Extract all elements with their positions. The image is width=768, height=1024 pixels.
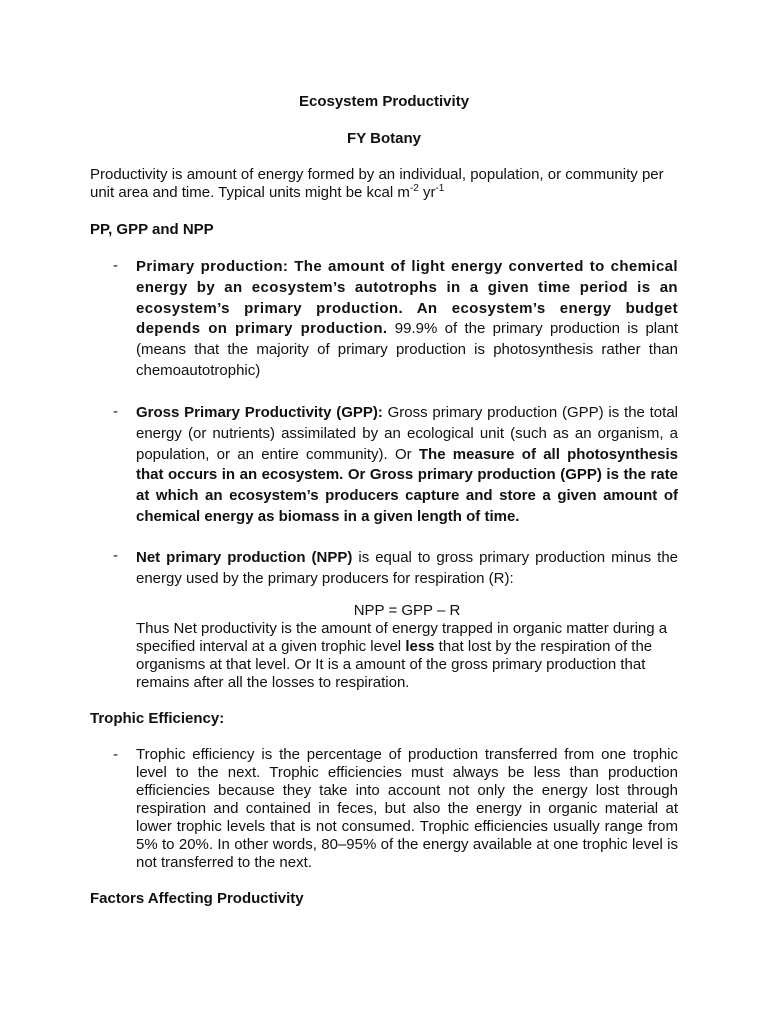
- bullet-dash: -: [113, 403, 118, 420]
- bullet-normal-text: Gross primary production (GPP) is the total energy (or nutrients) assimilated by an ecological unit (such as an organism, a population, or an entire community). Or: [136, 404, 678, 463]
- bullet-bold-text: Net primary production (NPP): [136, 549, 353, 566]
- npp-explanation: [136, 620, 678, 692]
- bullet-bold-text: Gross Primary Productivity (GPP):: [136, 404, 383, 421]
- npp-explanation-text-2: that lost by the respiration of the organisms at that level. Or It is a amount of the gross primary production that remains after all the losses to respiration.: [136, 638, 653, 691]
- intro-unit-yr: yr: [418, 184, 436, 201]
- bullet-dash: -: [113, 547, 118, 564]
- npp-explanation-bold: less: [405, 638, 435, 655]
- npp-explanation-text: Thus Net productivity is the amount of energy trapped in organic matter during a specified interval at a given trophic level: [136, 620, 668, 655]
- section-heading-trophic: Trophic Efficiency:: [90, 710, 225, 727]
- bullet-bold-text: Primary production: The amount of light energy converted to chemical energy by an ecosystem’s autotrophs in a given time period is an ecosystem’s primary production. An ecosystem’s energy budget depends on primary production.: [136, 258, 678, 338]
- bullet-normal-text: is equal to gross primary production minus the energy used by the primary producers for respiration (R):: [136, 549, 678, 587]
- page-subtitle: FY Botany: [347, 130, 421, 147]
- npp-formula: NPP = GPP – R: [353, 602, 461, 619]
- intro-paragraph: [90, 166, 690, 202]
- intro-sup-yr: -1: [435, 183, 445, 194]
- intro-text: Productivity is amount of energy formed by an individual, population, or community per unit area and time. Typical units might be kcal m: [90, 166, 664, 201]
- bullet-gpp: [136, 403, 678, 528]
- bullet-trophic-efficiency: Trophic efficiency is the percentage of production transferred from one trophic level to the next. Trophic efficiencies must always be less than production efficiencies because they take into account not only the energy lost through respiration and contained in feces, but also the energy in organic material at lower trophic levels that is not consumed. Trophic efficiencies usually range from 5% to 20%. In other words, 80–95% of the energy available at one trophic level is not transferred to the next.: [136, 746, 678, 871]
- bullet-normal-text: 99.9% of the primary production is plant (means that the majority of primary production is photosynthesis rather than chemoautotrophic): [136, 320, 678, 379]
- bullet-dash: -: [113, 746, 118, 763]
- bullet-bold-text-2: The measure of all photosynthesis that occurs in an ecosystem. Or Gross primary production (GPP) is the rate at which an ecosystem’s producers capture and store a given amount of chemical energy as biomass in a given length of time.: [136, 445, 678, 525]
- bullet-npp: [136, 547, 678, 589]
- bullet-primary-production: [136, 257, 678, 382]
- section-heading-pp: PP, GPP and NPP: [90, 221, 214, 238]
- intro-sup-m: -2: [409, 183, 419, 194]
- bullet-dash: -: [113, 257, 118, 274]
- section-heading-factors: Factors Affecting Productivity: [90, 890, 304, 907]
- page-title: Ecosystem Productivity: [298, 93, 470, 110]
